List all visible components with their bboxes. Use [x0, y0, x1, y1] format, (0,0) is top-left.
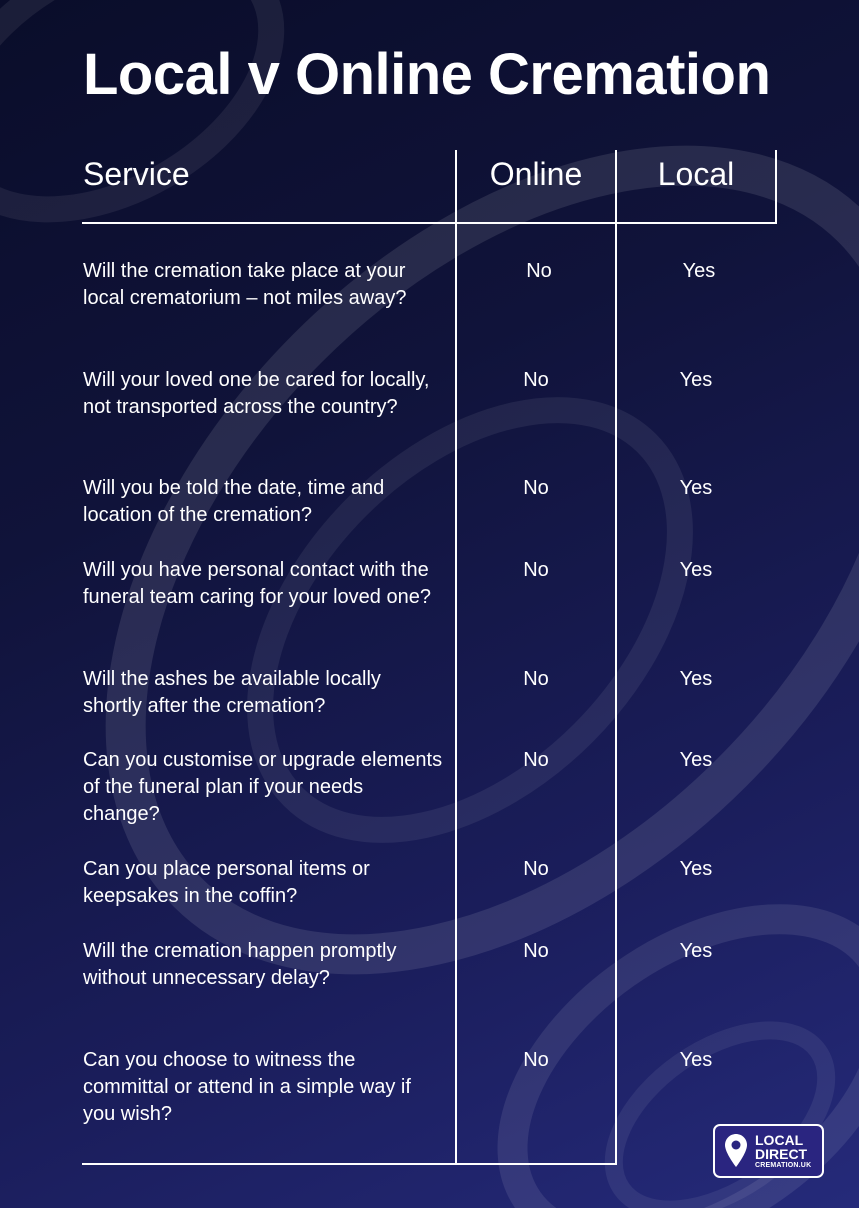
row-2-local-answer: Yes [679, 369, 713, 391]
row-7-online-answer: No [523, 858, 549, 880]
logo-text-domain: CREMATION.UK [755, 1162, 812, 1169]
local-direct-logo [713, 1124, 824, 1178]
page-title: Local v Online Cremation [83, 42, 771, 107]
row-3-local-answer: Yes [679, 477, 713, 499]
header-divider [82, 222, 777, 224]
row-2-online-answer: No [523, 369, 549, 391]
row-1-online-answer: No [526, 260, 552, 282]
column-header-online: Online [489, 156, 583, 192]
column-header-service: Service [83, 156, 190, 192]
row-4-local-answer: Yes [679, 559, 713, 581]
row-6-local-answer: Yes [679, 749, 713, 771]
row-5-question: Will the ashes be available locally shortly after the cremation? [83, 668, 381, 717]
map-pin-icon [724, 1133, 748, 1169]
row-9-online-answer: No [523, 1049, 549, 1071]
row-8-local-answer: Yes [679, 940, 713, 962]
row-1-local-answer: Yes [682, 260, 716, 282]
row-6-question: Can you customise or upgrade elements of the funeral plan if your needs change? [83, 749, 443, 825]
table-bottom-divider [82, 1163, 615, 1165]
row-8-online-answer: No [523, 940, 549, 962]
row-2-question: Will your loved one be cared for locally, not transported across the country? [83, 369, 430, 418]
row-9-local-answer: Yes [679, 1049, 713, 1071]
row-4-question: Will you have personal contact with the funeral team caring for your loved one? [83, 559, 431, 608]
row-1-question: Will the cremation take place at your local crematorium – not miles away? [83, 260, 407, 309]
row-8-question: Will the cremation happen promptly without unnecessary delay? [83, 940, 397, 989]
logo-text-local: LOCAL [755, 1132, 804, 1148]
row-3-question: Will you be told the date, time and location of the cremation? [83, 477, 385, 526]
row-5-local-answer: Yes [679, 668, 713, 690]
row-9-question: Can you choose to witness the committal or attend in a simple way if you wish? [83, 1049, 411, 1125]
column-header-local: Local [657, 156, 735, 192]
row-3-online-answer: No [523, 477, 549, 499]
row-6-online-answer: No [523, 749, 549, 771]
row-7-question: Can you place personal items or keepsakes in the coffin? [83, 858, 370, 907]
column-divider-online [455, 150, 457, 1165]
column-divider-local [615, 150, 617, 1165]
row-5-online-answer: No [523, 668, 549, 690]
row-4-online-answer: No [523, 559, 549, 581]
row-7-local-answer: Yes [679, 858, 713, 880]
logo-text-direct: DIRECT [755, 1146, 808, 1162]
